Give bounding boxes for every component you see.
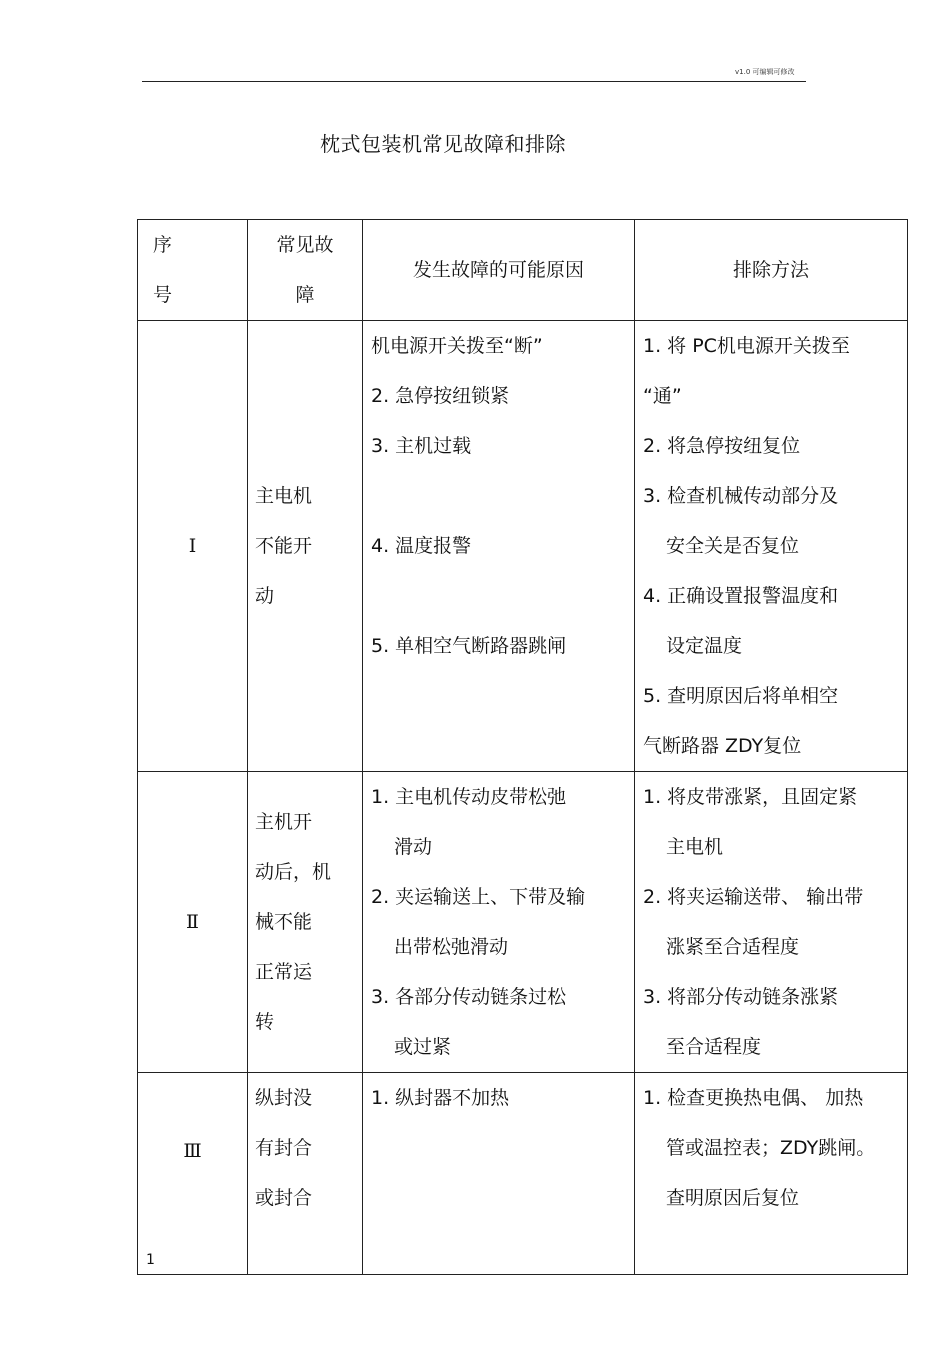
- page-number: 1: [146, 1252, 155, 1268]
- fault-cell: 主机开 动后，机 械不能 正常运 转: [248, 772, 363, 1073]
- version-label: v1.0 可编辑可修改: [735, 68, 795, 76]
- table-row: [138, 772, 908, 1073]
- header-fix: 排除方法: [635, 220, 908, 321]
- fault-cell: 纵封没 有封合 或封合: [248, 1073, 363, 1275]
- row-number: Ⅲ: [138, 1073, 248, 1275]
- header-rule: [142, 81, 806, 82]
- fault-cell: 主电机 不能开 动: [248, 321, 363, 772]
- header-fault: 常见故 障: [248, 220, 363, 321]
- row-number: Ⅰ: [138, 321, 248, 772]
- header-cause: 发生故障的可能原因: [363, 220, 635, 321]
- cause-cell: 机电源开关拨至“断” 2. 急停按纽锁紧 3. 主机过载 4. 温度报警 5. 单相空气断路器跳闸: [363, 321, 635, 772]
- row-number: Ⅱ: [138, 772, 248, 1073]
- fix-cell: 1. 检查更换热电偶、 加热 管或温控表；ZDY跳闸。 查明原因后复位: [635, 1073, 908, 1275]
- page-title: 枕式包装机常见故障和排除: [320, 132, 566, 156]
- table-row: [138, 1073, 908, 1275]
- table-row: [138, 321, 908, 772]
- fix-cell: 1. 将 PC机电源开关拨至 “通” 2. 将急停按纽复位 3. 检查机械传动部分及 安全关是否复位 4. 正确设置报警温度和 设定温度 5. 查明原因后将单相空 气断路器 ZDY复位: [635, 321, 908, 772]
- fix-cell: 1. 将皮带涨紧，且固定紧 主电机 2. 将夹运输送带、 输出带 涨紧至合适程度 3. 将部分传动链条涨紧 至合适程度: [635, 772, 908, 1073]
- fault-table: [137, 219, 908, 1275]
- table-header-row: [138, 220, 908, 321]
- cause-cell: 1. 主电机传动皮带松弛 滑动 2. 夹运输送上、下带及输 出带松弛滑动 3. 各部分传动链条过松 或过紧: [363, 772, 635, 1073]
- header-seq: 序 号: [138, 220, 248, 321]
- cause-cell: 1. 纵封器不加热: [363, 1073, 635, 1275]
